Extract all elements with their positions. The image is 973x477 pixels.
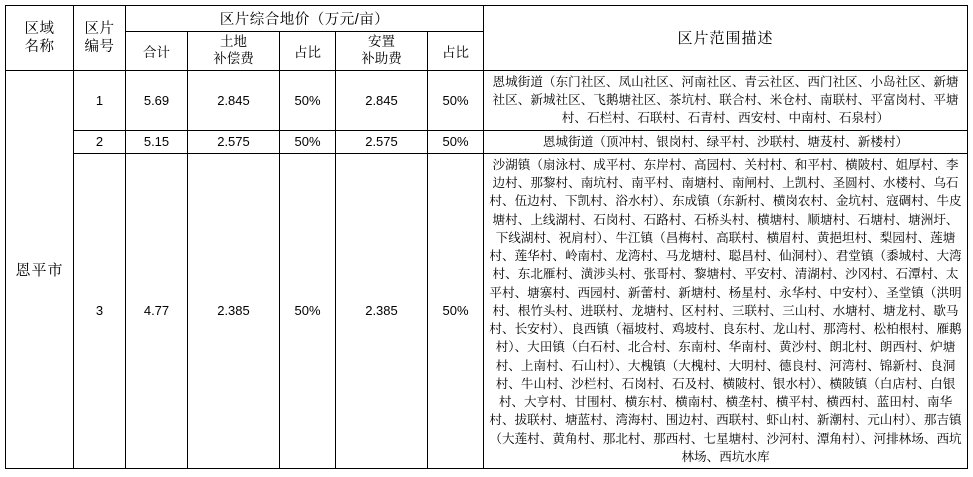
cell-total: 5.69 xyxy=(126,70,188,130)
table-row xyxy=(6,130,968,153)
cell-block-no: 3 xyxy=(74,153,126,468)
cell-scope-desc: 恩城街道（东门社区、凤山社区、河南社区、青云社区、西门社区、小岛社区、新塘社区、新城社区、飞鹅塘社区、茶坑村、联合村、米仓村、南联村、平富岗村、平塘村、石栏村、石联村、石青村、西安村、中南村、石泉村） xyxy=(484,70,968,130)
table-row xyxy=(6,153,968,468)
header-row-1 xyxy=(6,6,968,32)
cell-total: 4.77 xyxy=(126,153,188,468)
cell-scope-desc: 恩城街道（顶冲村、银岗村、绿平村、沙联村、塘芨村、新楼村） xyxy=(484,130,968,153)
cell-ratio-1: 50% xyxy=(280,130,336,153)
cell-block-no: 1 xyxy=(74,70,126,130)
cell-land-compensation: 2.575 xyxy=(188,130,280,153)
cell-resettlement: 2.385 xyxy=(336,153,428,468)
cell-region-name: 恩平市 xyxy=(6,70,74,468)
header-block-no-line1: 区片 xyxy=(84,20,115,37)
header-region-name-line1: 区域 xyxy=(24,20,55,37)
header-land-compensation-line1: 土地 xyxy=(220,34,247,49)
header-scope-desc: 区片范围描述 xyxy=(484,6,968,71)
cell-block-no: 2 xyxy=(74,130,126,153)
header-region-name xyxy=(6,6,74,71)
table-header xyxy=(6,6,968,71)
table-row xyxy=(6,70,968,130)
cell-land-compensation: 2.385 xyxy=(188,153,280,468)
header-ratio-1: 占比 xyxy=(280,32,336,71)
cell-total: 5.15 xyxy=(126,130,188,153)
header-resettlement-line1: 安置 xyxy=(368,34,395,49)
header-land-compensation xyxy=(188,32,280,71)
cell-resettlement: 2.575 xyxy=(336,130,428,153)
header-region-name-line2: 名称 xyxy=(24,38,55,55)
cell-ratio-2: 50% xyxy=(428,153,484,468)
cell-scope-desc: 沙湖镇（扇泳村、成平村、东岸村、高园村、关村村、和平村、横陂村、姐厚村、李边村、那黎村、南坑村、南平村、南塘村、南闸村、上凯村、圣圆村、水楼村、乌石村、伍边村、下凯村、浴水村）、东成镇（东新村、横岗农村、金坑村、寇碉村、牛皮塘村、上线湖村、石岗村、石路村、石桥头村、横塘村、顺塘村、石塘村、塘洲圩、下线湖村、祝肩村）、牛江镇（昌梅村、高联村、横眉村、黄挹坦村、梨园村、莲塘村、莲华村、岭南村、龙湾村、马龙塘村、聪昌村、仙洞村）、君堂镇（黍城村、大湾村、东北雁村、潢涉头村、张哥村、黎塘村、平安村、清湖村、沙冈村、石潭村、太平村、塘寨村、西园村、新蕾村、新塘村、杨星村、永华村、中安村）、圣堂镇（洪明村、根竹头村、进联村、龙塘村、区村村、三联村、三山村、水塘村、塘龙村、歇马村、长安村）、良西镇（福坡村、鸡坡村、良东村、龙山村、那湾村、松柏根村、雁鹅村）、大田镇（白石村、北合村、东南村、华南村、黄沙村、朗北村、朗西村、炉塘村、上南村、石山村）、大槐镇（大槐村、大明村、德良村、河湾村、锦新村、良洞村、牛山村、沙栏村、石岗村、石及村、横陂村、银水村）、横陂镇（白店村、白银村、大亨村、甘围村、横东村、横南村、横垄村、横平村、横西村、蓝田村、南华村、拔联村、塘蓝村、湾海村、围边村、西联村、虾山村、新潮村、元山村）、那吉镇（大莲村、黄角村、那北村、那西村、七星塘村、沙河村、潭角村）、河排林场、西坑林场、西坑水库 xyxy=(484,153,968,468)
header-resettlement-line2: 补助费 xyxy=(361,50,402,66)
header-total: 合计 xyxy=(126,32,188,71)
header-comprehensive-price: 区片综合地价（万元/亩） xyxy=(126,6,484,32)
header-resettlement xyxy=(336,32,428,71)
cell-ratio-1: 50% xyxy=(280,70,336,130)
header-block-no xyxy=(74,6,126,71)
cell-ratio-1: 50% xyxy=(280,153,336,468)
cell-ratio-2: 50% xyxy=(428,70,484,130)
land-price-table xyxy=(5,5,968,469)
header-ratio-2: 占比 xyxy=(428,32,484,71)
cell-land-compensation: 2.845 xyxy=(188,70,280,130)
header-land-compensation-line2: 补偿费 xyxy=(213,50,254,66)
cell-resettlement: 2.845 xyxy=(336,70,428,130)
cell-ratio-2: 50% xyxy=(428,130,484,153)
header-block-no-line2: 编号 xyxy=(84,38,115,55)
table-body xyxy=(6,70,968,468)
